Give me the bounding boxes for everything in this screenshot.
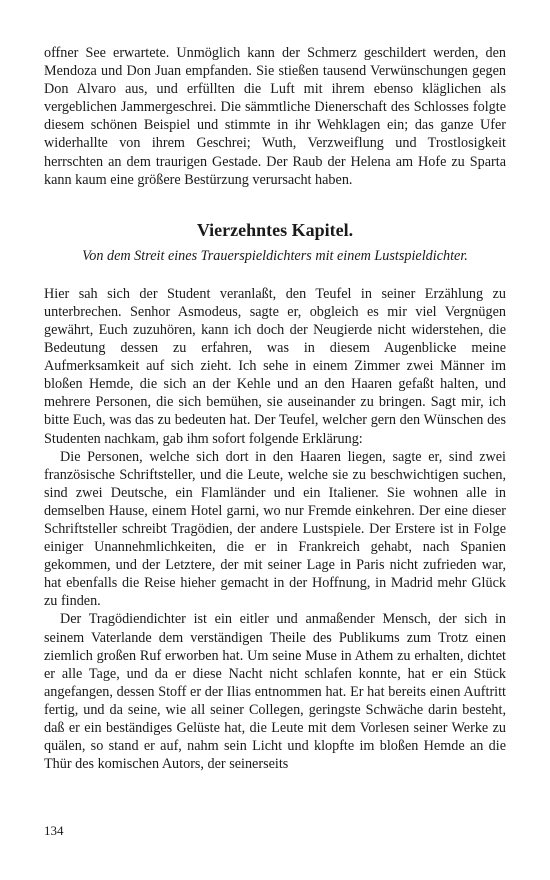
page-number: 134 — [44, 823, 64, 838]
paragraph-student-interrupts: Hier sah sich der Student veranlaßt, den Teufel in seiner Erzählung zu unterbrechen. Senhor Asmodeus, sagte er, obgleich es mir viel Vergnügen gewährt, Euch zuzuhören, kann ich doch der Neugierde nicht widerstehen, die Bedeutung dessen zu erfahren, was in diesem Augenblicke meine Aufmerksamkeit auf sich zieht. Ich sehe in einem Zimmer zwei Männer im bloßen Hemde, die sich an der Kehle und an den Haaren gefaßt halten, und mehrere Personen, die sich bemühen, sie auseinander zu bringen. Sagt mir, ich bitte Euch, was das zu bedeuten hat. Der Teufel, welcher gern den Wünschen des Studenten nachkam, gab ihm sofort folgende Erklärung: — [44, 285, 506, 447]
chapter-subtitle: Von dem Streit eines Trauerspieldichters mit einem Lustspieldichter. — [82, 247, 468, 264]
paragraph-writers-description: Die Personen, welche sich dort in den Haaren liegen, sagte er, sind zwei französische Schriftsteller, und die Leute, welche sie zu beschwichtigen suchen, sind zwei Deutsche, ein Flamländer und ein Italiener. Sie wohnen alle in demselben Hause, einem Hotel garni, wo nur Fremde einkehren. Der eine dieser Schriftsteller schreibt Tragödien, der andere Lustspiele. Der Erstere ist in Folge einiger Unannehmlichkeiten, die er in Frankreich gehabt, nach Spanien gekommen, und der Letztere, der mit seiner Lage in Paris nicht zufrieden war, hat ebenfalls die Reise hieher gemacht in der Hoffnung, in Madrid mehr Glück zu finden. — [44, 448, 506, 610]
chapter-title: Vierzehntes Kapitel. — [196, 219, 354, 240]
book-page — [44, 44, 506, 773]
continued-paragraph: offner See erwartete. Unmöglich kann der Schmerz geschildert werden, den Mendoza und Don Juan empfanden. Sie stießen tausend Verwünschungen gegen Don Alvaro aus, und erfüllten die Luft mit ihrem ebenso kläglichen als vergeblichen Jammergeschrei. Die sämmtliche Dienerschaft des Schlosses folgte diesem schönen Beispiel und stimmte in ihr Wehklagen ein; das ganze Ufer widerhallte von ihrem Geschrei; Wuth, Verzweiflung und Trostlosigkeit herrschten an dem traurigen Gestade. Der Raub der Helena am Hofe zu Sparta kann kaum eine größere Bestürzung verursacht haben. — [44, 45, 506, 188]
paragraph-tragedian: Der Tragödiendichter ist ein eitler und anmaßender Mensch, der sich in seinem Vaterlande dem verständigen Theile des Publikums zum Trotz einen ziemlich großen Ruf erworben hat. Um seine Muse in Athem zu erhalten, dichtet er alle Tage, und da er diese Nacht nicht schlafen konnte, hat er ein Stück angefangen, dessen Stoff er der Ilias entnommen hat. Er hat bereits einen Auftritt fertig, und da seine, wie all seiner Collegen, geringste Schwäche darin besteht, daß er ein beständiges Gelüste hat, die Leute mit dem Vorlesen seiner Werke zu quälen, so stand er auf, nahm sein Licht und klopfte im bloßen Hemde an die Thür des komischen Autors, der seinerseits — [44, 611, 506, 773]
